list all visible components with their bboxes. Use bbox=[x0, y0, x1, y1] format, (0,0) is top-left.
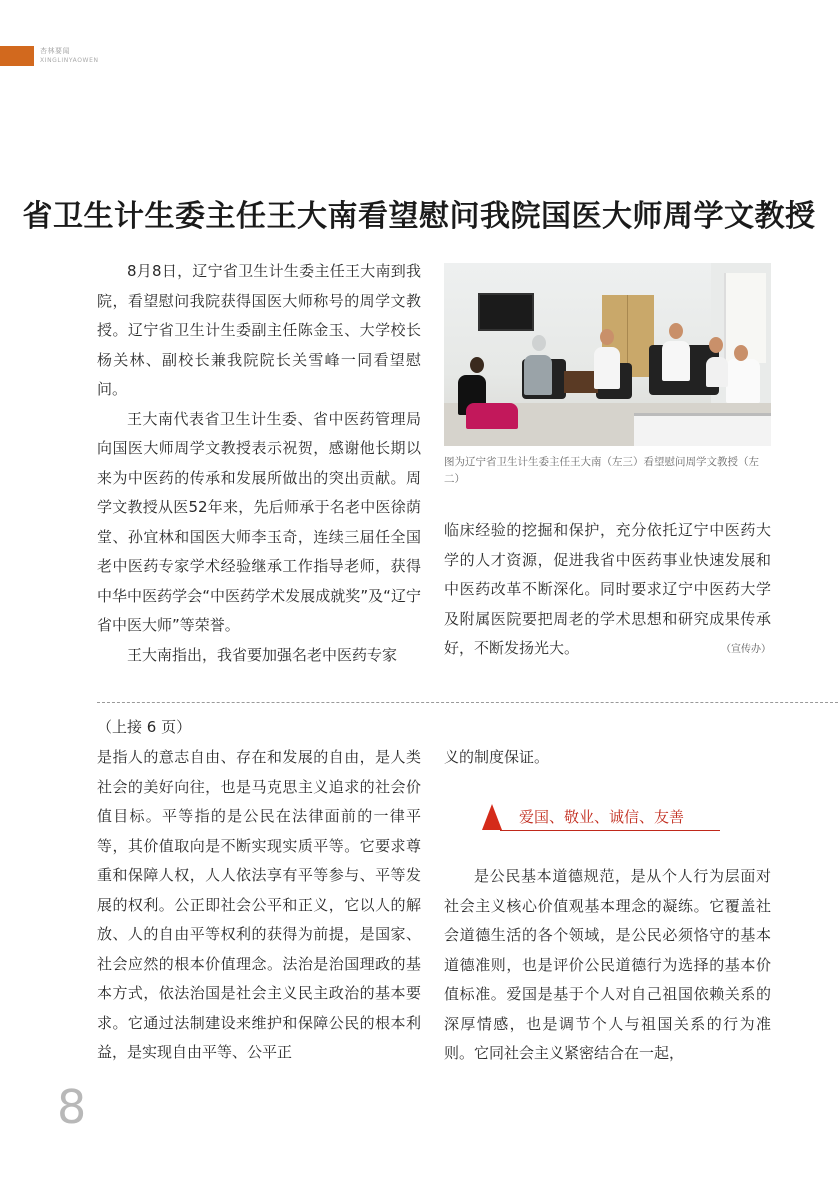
article-paragraph-3: 王大南指出，我省要加强名老中医药专家 bbox=[127, 645, 398, 664]
section-color-bar bbox=[0, 46, 34, 66]
article-right-column bbox=[444, 516, 771, 665]
continuation-right-body bbox=[444, 862, 771, 1069]
continuation-right-column bbox=[444, 743, 771, 773]
hospital-bed bbox=[634, 413, 771, 446]
page-number: 8 bbox=[57, 1080, 87, 1134]
subheading-underline bbox=[500, 830, 720, 831]
article-paragraph-1: 8月8日，辽宁省卫生计生委主任王大南到我院，看望慰问我院获得国医大师称号的周学文教授。辽宁省卫生计生委副主任陈金玉、大学校长杨关林、副校长兼我院院长关雪峰一同看望慰问。 bbox=[97, 262, 421, 398]
article-paragraph-2: 王大南代表省卫生计生委、省中医药管理局向国医大师周学文教授表示祝贺，感谢他长期以来为中医药的传承和发展所做出的突出贡献。周学文教授从医52年来，先后师承于名老中医徐荫堂、孙宜林和国医大师李玉奇，连续三届任全国老中医药专家学术经验继承工作指导老师，获得中华中医药学会“中医药学术发展成就奖”及“辽宁省中医大师”等荣誉。 bbox=[97, 409, 421, 634]
continuation-right-text: 是公民基本道德规范，是从个人行为层面对社会主义核心价值观基本理念的凝练。它覆盖社会道德生活的各个领域，是公民必须恪守的基本道德准则，也是评价公民道德行为选择的基本价值标准。爱国是基于个人对自己祖国依赖关系的深厚情感，也是调节个人与祖国关系的行为准则。它同社会主义紧密结合在一起， bbox=[444, 867, 771, 1062]
section-divider bbox=[97, 702, 838, 703]
subheading-text: 爱国、敬业、诚信、友善 bbox=[519, 808, 685, 826]
continuation-left-text: 是指人的意志自由、存在和发展的自由，是人类社会的美好向往，也是马克思主义追求的社会价值目标。平等指的是公民在法律面前的一律平等，其价值取向是不断实现实质平等。它要求尊重和保障人权，人人依法享有平等参与、平等发展的权利。公正即社会公平和正义，它以人的解放、人的自由平等权利的获得为前提，是国家、社会应然的根本价值理念。法治是治国理政的基本方式，依法治国是社会主义民主政治的基本要求。它通过法制建设来维护和保障公民的根本利益，是实现自由平等、公平正 bbox=[97, 748, 421, 1061]
photo-caption: 图为辽宁省卫生计生委主任王大南（左三）看望慰问周学文教授（左二） bbox=[444, 456, 759, 485]
article-source: （宣传办） bbox=[721, 644, 771, 655]
continued-from-label: （上接 6 页） bbox=[97, 718, 192, 736]
section-name-pinyin: XINGLINYAOWEN bbox=[40, 57, 99, 64]
article-paragraph-continued bbox=[444, 516, 771, 664]
article-left-column bbox=[97, 257, 421, 670]
tea-table bbox=[564, 371, 598, 393]
article-paragraph-continued-text: 临床经验的挖掘和保护，充分依托辽宁中医药大学的人才资源，促进我省中医药事业快速发展和中医药改革不断深化。同时要求辽宁中医药大学及附属医院要把周老的学术思想和研究成果传承好，不断发扬光大。 bbox=[444, 521, 771, 657]
continuation-left-column bbox=[97, 743, 421, 1068]
tv-screen bbox=[478, 293, 534, 331]
continuation-right-top: 义的制度保证。 bbox=[444, 748, 550, 766]
section-name: 杏林要闻 bbox=[40, 47, 70, 55]
red-triangle-icon bbox=[482, 804, 502, 830]
article-title: 省卫生计生委主任王大南看望慰问我院国医大师周学文教授 bbox=[22, 199, 816, 234]
article-photo bbox=[444, 263, 771, 446]
subheading-block bbox=[482, 802, 720, 832]
